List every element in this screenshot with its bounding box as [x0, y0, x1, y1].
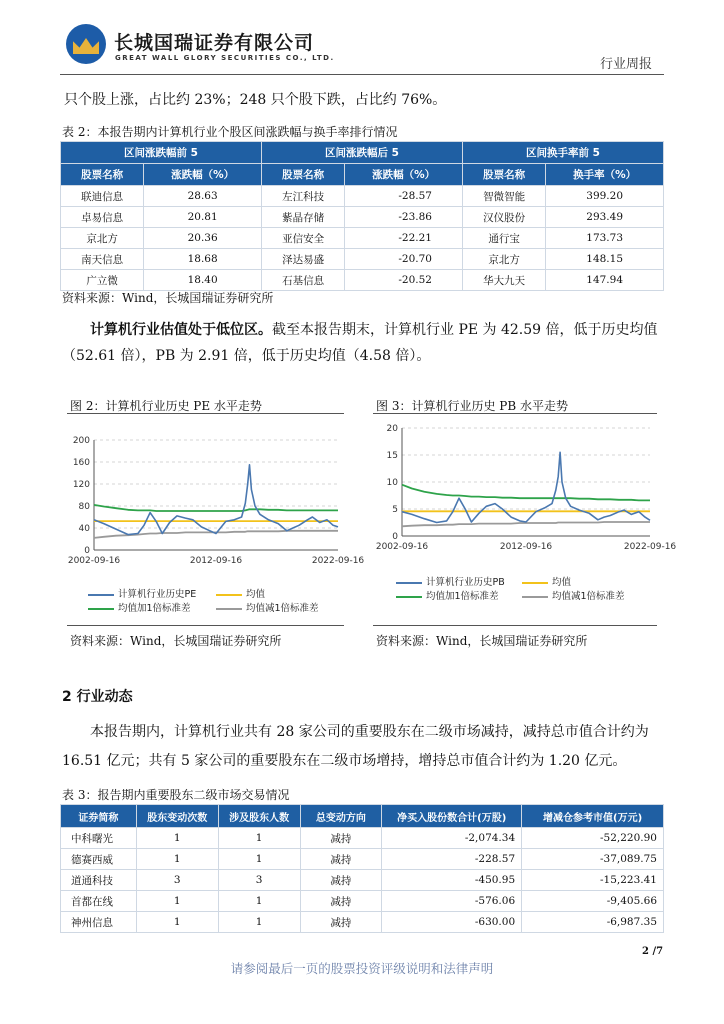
legend-item: 均值 — [552, 577, 572, 588]
fig2-bottom-divider — [67, 625, 344, 626]
table3-header: 总变动方向 — [300, 805, 382, 828]
legend-item: 均值减1倍标准差 — [552, 591, 625, 602]
y-tick-label: 80 — [78, 502, 90, 512]
legend-item: 均值加1倍标准差 — [426, 591, 499, 602]
table3 — [60, 804, 664, 933]
table-row — [61, 912, 664, 933]
table-row — [61, 849, 664, 870]
table-cell: 减持 — [300, 891, 382, 912]
table-cell: 卓易信息 — [61, 207, 144, 228]
company-name-en: GREAT WALL GLORY SECURITIES CO., LTD. — [115, 54, 335, 62]
table-cell: -2,074.34 — [382, 828, 522, 849]
legend-item: 均值加1倍标准差 — [118, 603, 191, 614]
fig2-chart — [64, 420, 365, 580]
company-logo-icon — [66, 24, 106, 64]
table-cell: 1 — [136, 828, 218, 849]
fig3-source: 资料来源：Wind，长城国瑞证券研究所 — [376, 634, 588, 648]
table2-header-row — [61, 164, 664, 186]
table-cell: 神州信息 — [61, 912, 137, 933]
x-tick-label: 2012-09-16 — [189, 556, 243, 566]
table2-caption: 表 2：本报告期内计算机行业个股区间涨跌幅与换手率排行情况 — [62, 125, 398, 139]
report-type: 行业周报 — [600, 57, 653, 72]
table-cell: -6,987.35 — [522, 912, 664, 933]
table3-header: 涉及股东人数 — [218, 805, 300, 828]
table-cell: 3 — [218, 870, 300, 891]
table-cell: -450.95 — [382, 870, 522, 891]
series-line-0 — [94, 465, 338, 535]
table2-group: 区间涨跌幅前 5 — [61, 142, 262, 164]
fig3-legend — [396, 574, 658, 602]
x-tick-label: 2022-09-16 — [311, 556, 365, 566]
x-tick-label: 2022-09-16 — [623, 542, 677, 552]
table-cell: 减持 — [300, 849, 382, 870]
table-cell: 1 — [218, 849, 300, 870]
y-tick-label: 20 — [386, 424, 398, 434]
table-cell: 173.73 — [546, 228, 664, 249]
table-cell: 1 — [218, 912, 300, 933]
table-cell: 1 — [136, 891, 218, 912]
fig3-top-divider — [373, 413, 657, 414]
legend-item: 均值减1倍标准差 — [246, 603, 319, 614]
table-cell: 减持 — [300, 828, 382, 849]
table-cell: 20.81 — [144, 207, 262, 228]
page-number: 2 /7 — [642, 946, 664, 957]
valuation-para-line1 — [90, 320, 670, 340]
table2-header: 股票名称 — [261, 164, 344, 186]
table-cell: 左江科技 — [261, 186, 344, 207]
header-divider — [60, 74, 664, 75]
table-cell: 1 — [218, 828, 300, 849]
y-tick-label: 200 — [72, 436, 90, 446]
table-cell: -28.57 — [345, 186, 463, 207]
legend-item: 计算机行业历史PB — [426, 577, 505, 588]
table-row — [61, 207, 664, 228]
series-line-2 — [402, 485, 650, 501]
x-tick-label: 2002-09-16 — [67, 556, 121, 566]
table-cell: 中科曙光 — [61, 828, 137, 849]
valuation-bold: 计算机行业估值处于低位区。 — [90, 322, 272, 338]
table-row — [61, 828, 664, 849]
table2-header: 股票名称 — [61, 164, 144, 186]
table2-header: 换手率（%） — [546, 164, 664, 186]
table-cell: 华大九天 — [462, 270, 545, 291]
table2-group: 区间换手率前 5 — [462, 142, 663, 164]
table-cell: 18.40 — [144, 270, 262, 291]
table-row — [61, 249, 664, 270]
table2-group-row — [61, 142, 664, 164]
fig2-caption: 图 2：计算机行业历史 PE 水平走势 — [70, 399, 262, 413]
table-cell: 紫晶存储 — [261, 207, 344, 228]
table-cell: 广立微 — [61, 270, 144, 291]
y-tick-label: 0 — [84, 546, 90, 556]
table-cell: 1 — [136, 912, 218, 933]
table-cell: -20.52 — [345, 270, 463, 291]
table-cell: -576.06 — [382, 891, 522, 912]
table-cell: 德赛西威 — [61, 849, 137, 870]
table-cell: 南天信息 — [61, 249, 144, 270]
table-cell: 20.36 — [144, 228, 262, 249]
table-cell: 减持 — [300, 870, 382, 891]
fig2-legend — [88, 586, 348, 614]
table3-header-row — [61, 805, 664, 828]
intro-line: 只个股上涨，占比约 23%；248 只个股下跌，占比约 76%。 — [64, 92, 447, 108]
company-name-cn: 长城国瑞证券有限公司 — [114, 32, 315, 54]
valuation-text1: 截至本报告期末，计算机行业 PE 为 42.59 倍，低于历史均值 — [272, 322, 658, 338]
table-cell: -37,089.75 — [522, 849, 664, 870]
table-row — [61, 270, 664, 291]
table3-header: 净买入股份数合计(万股) — [382, 805, 522, 828]
fig3-caption: 图 3：计算机行业历史 PB 水平走势 — [376, 399, 568, 413]
table2-header: 涨跌幅（%） — [144, 164, 262, 186]
legend-item: 均值 — [246, 589, 266, 600]
y-tick-label: 15 — [386, 451, 398, 461]
y-tick-label: 40 — [78, 524, 90, 534]
table-cell: -22.21 — [345, 228, 463, 249]
table3-caption: 表 3：报告期内重要股东二级市场交易情况 — [62, 788, 290, 802]
table-cell: 147.94 — [546, 270, 664, 291]
section2-heading: 2 行业动态 — [62, 689, 133, 705]
section2-para-line2: 16.51 亿元；共有 5 家公司的重要股东在二级市场增持，增持总市值合计约为 1.20 亿元。 — [62, 753, 627, 769]
fig2-top-divider — [67, 413, 344, 414]
table3-header: 证券简称 — [61, 805, 137, 828]
table-cell: 汉仪股份 — [462, 207, 545, 228]
table2-source: 资料来源：Wind，长城国瑞证券研究所 — [62, 291, 274, 305]
table-row — [61, 870, 664, 891]
table-row — [61, 228, 664, 249]
table-cell: 京北方 — [61, 228, 144, 249]
table-cell: -20.70 — [345, 249, 463, 270]
table2 — [60, 141, 664, 291]
table-cell: 石基信息 — [261, 270, 344, 291]
y-tick-label: 5 — [392, 505, 398, 515]
valuation-para-line2: （52.61 倍），PB 为 2.91 倍，低于历史均值（4.58 倍）。 — [62, 348, 431, 364]
legend-item: 计算机行业历史PE — [118, 589, 197, 600]
fig3-bottom-divider — [373, 625, 657, 626]
table-cell: 减持 — [300, 912, 382, 933]
y-tick-label: 160 — [72, 458, 90, 468]
x-tick-label: 2012-09-16 — [499, 542, 553, 552]
table-cell: -9,405.66 — [522, 891, 664, 912]
table-cell: -52,220.90 — [522, 828, 664, 849]
y-tick-label: 0 — [392, 532, 398, 542]
table-cell: 通行宝 — [462, 228, 545, 249]
table-cell: 泽达易盛 — [261, 249, 344, 270]
section2-para-line1: 本报告期内，计算机行业共有 28 家公司的重要股东在二级市场减持，减持总市值合计约为 — [90, 724, 649, 740]
table-cell: 293.49 — [546, 207, 664, 228]
table-cell: 首都在线 — [61, 891, 137, 912]
y-tick-label: 10 — [386, 478, 398, 488]
table-cell: -23.86 — [345, 207, 463, 228]
table3-header: 股东变动次数 — [136, 805, 218, 828]
x-tick-label: 2002-09-16 — [375, 542, 429, 552]
table2-group: 区间涨跌幅后 5 — [261, 142, 462, 164]
table-cell: 亚信安全 — [261, 228, 344, 249]
table-cell: -630.00 — [382, 912, 522, 933]
footer-disclaimer: 请参阅最后一页的股票投资评级说明和法律声明 — [230, 961, 494, 976]
table-cell: 399.20 — [546, 186, 664, 207]
table2-header: 涨跌幅（%） — [345, 164, 463, 186]
table-cell: 28.63 — [144, 186, 262, 207]
table-cell: 智微智能 — [462, 186, 545, 207]
table-cell: 联迪信息 — [61, 186, 144, 207]
table-cell: 京北方 — [462, 249, 545, 270]
table3-header: 增减仓参考市值(万元) — [522, 805, 664, 828]
table-cell: 18.68 — [144, 249, 262, 270]
table-cell: 148.15 — [546, 249, 664, 270]
table-cell: 道通科技 — [61, 870, 137, 891]
table-row — [61, 891, 664, 912]
table-cell: 3 — [136, 870, 218, 891]
table-cell: -228.57 — [382, 849, 522, 870]
table-row — [61, 186, 664, 207]
y-tick-label: 120 — [72, 480, 90, 490]
table-cell: 1 — [218, 891, 300, 912]
table-cell: -15,223.41 — [522, 870, 664, 891]
fig3-chart — [370, 420, 677, 560]
table-cell: 1 — [136, 849, 218, 870]
table2-header: 股票名称 — [462, 164, 545, 186]
fig2-source: 资料来源：Wind，长城国瑞证券研究所 — [70, 634, 282, 648]
